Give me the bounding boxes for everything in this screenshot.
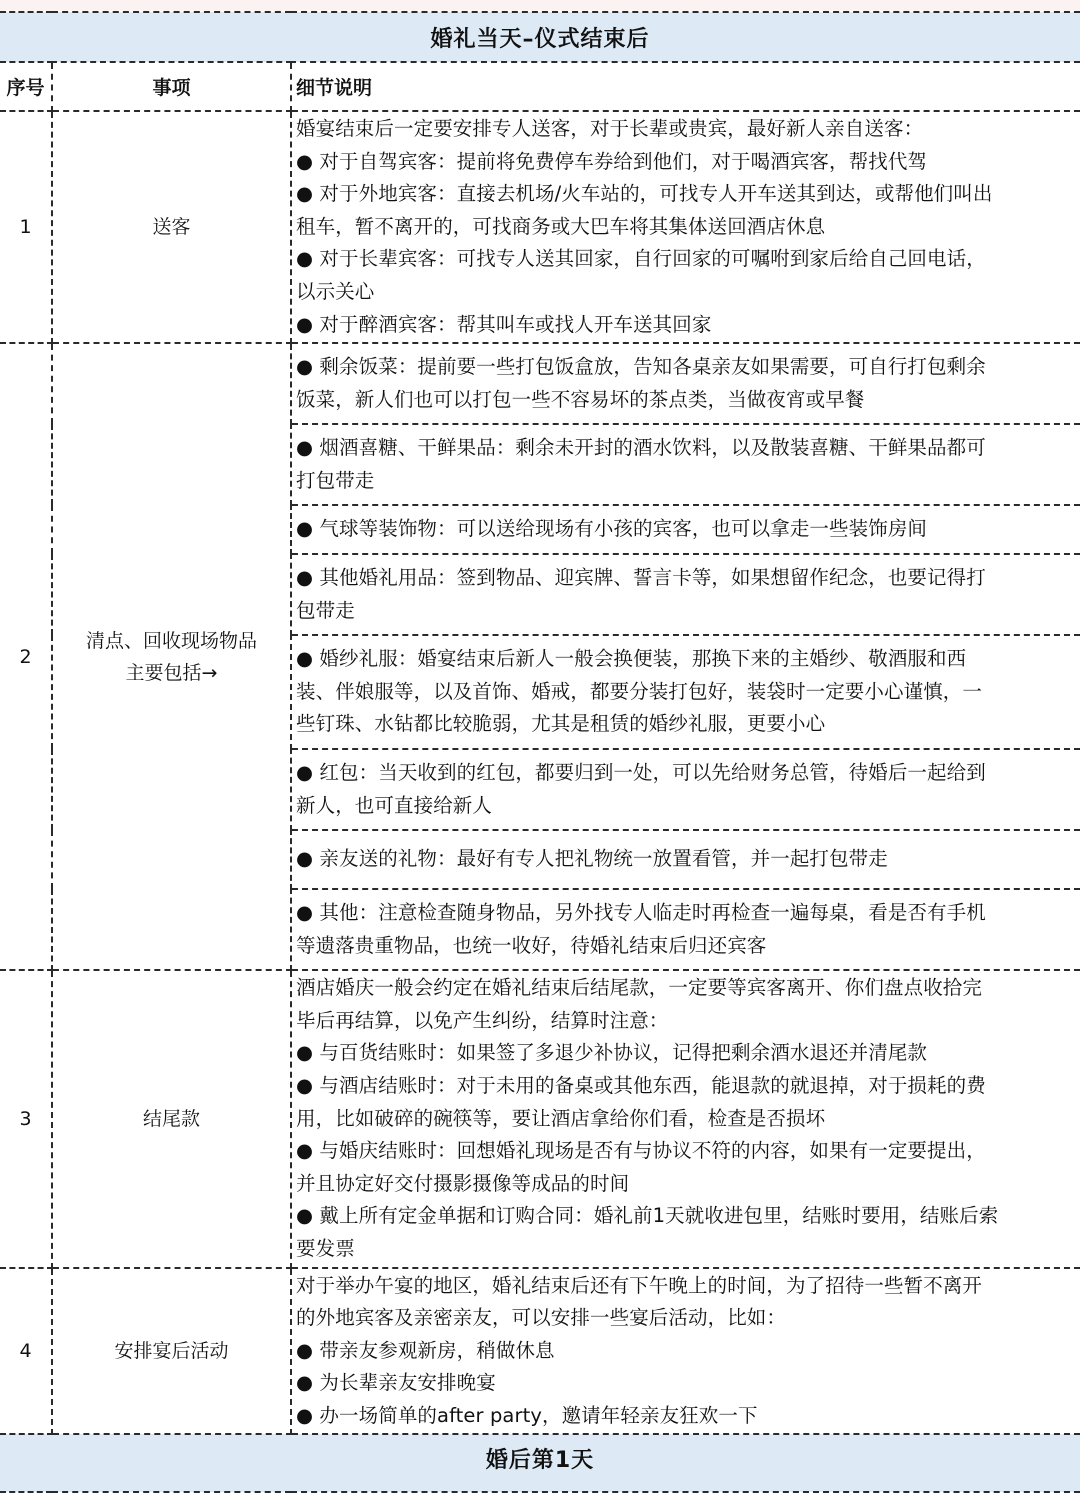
detail-line: 毕后再结算，以免产生纠纷，结算时注意：: [296, 1008, 669, 1032]
table-row: [0, 970, 1080, 1267]
detail-line: 些钉珠、水钻都比较脆弱，尤其是租赁的婚纱礼服，更要小心: [296, 712, 826, 736]
detail-line: 租车，暂不离开的，可找商务或大巴车将其集体送回酒店休息: [296, 214, 826, 238]
detail-line: ● 对于自驾宾客：提前将免费停车券给到他们，对于喝酒宾客，帮找代驾: [296, 149, 928, 173]
item-text: 清点、回收现场物品: [85, 629, 257, 652]
row-item: [52, 1268, 291, 1435]
row-detail: [291, 749, 1080, 830]
row-number: 4: [0, 1268, 52, 1435]
detail-line: ● 烟酒喜糖、干鲜果品：剩余未开封的酒水饮料，以及散装喜糖、干鲜果品都可: [296, 436, 986, 460]
row-detail: [291, 343, 1080, 424]
detail-line: 的外地宾客及亲密亲友，可以安排一些宴后活动，比如：: [296, 1306, 787, 1330]
detail-line: 用，比如破碎的碗筷等，要让酒店拿给你们看，检查是否损坏: [296, 1106, 826, 1130]
section-header-row: [0, 1434, 1080, 1492]
item-text: 送客: [152, 216, 191, 239]
detail-line: 酒店婚庆一般会约定在婚礼结束后结尾款，一定要等宾客离开、你们盘点收拾完: [296, 976, 983, 1000]
detail-line: ● 带亲友参观新房，稍做休息: [296, 1338, 555, 1362]
detail-line: ● 其他：注意检查随身物品，另外找专人临走时再检查一遍每桌，看是否有手机: [296, 901, 986, 925]
header-detail: 细节说明: [291, 62, 1080, 111]
detail-line: 婚宴结束后一定要安排专人送客，对于长辈或贵宾，最好新人亲自送客：: [296, 117, 924, 140]
detail-line: ● 对于醉酒宾客：帮其叫车或找人开车送其回家: [296, 312, 712, 336]
section-title: 婚礼当天–仪式结束后: [0, 12, 1080, 62]
detail-line: ● 与酒店结账时：对于未用的备桌或其他东西，能退款的就退掉，对于损耗的费: [296, 1073, 986, 1097]
detail-line: ● 婚纱礼服：婚宴结束后新人一般会换便装，那换下来的主婚纱、敬酒服和西: [296, 647, 967, 671]
section-title: 婚后第1天: [0, 1434, 1080, 1492]
row-detail: [291, 830, 1080, 889]
detail-line: ● 与婚庆结账时：回想婚礼现场是否有与协议不符的内容，如果有一定要提出，: [296, 1139, 986, 1163]
row-item: [52, 343, 291, 970]
wedding-checklist-table: [0, 11, 1080, 1493]
row-detail: [291, 970, 1080, 1267]
detail-line: ● 为长辈亲友安排晚宴: [296, 1371, 496, 1395]
detail-line: ● 戴上所有定金单据和订购合同：婚礼前1天就收进包里，结账时要用，结账后索: [296, 1204, 999, 1228]
header-num: 序号: [0, 62, 52, 111]
detail-line: 新人，也可直接给新人: [296, 793, 493, 817]
item-text: 结尾款: [142, 1107, 200, 1130]
header-item: 事项: [52, 62, 291, 111]
item-text: 安排宴后活动: [114, 1339, 229, 1362]
row-detail: [291, 111, 1080, 343]
table-row: [0, 111, 1080, 343]
detail-line: 包带走: [296, 598, 355, 622]
detail-line: ● 其他婚礼用品：签到物品、迎宾牌、誓言卡等，如果想留作纪念，也要记得打: [296, 566, 986, 590]
row-number: 2: [0, 343, 52, 970]
detail-line: 并且协定好交付摄影摄像等成品的时间: [296, 1171, 630, 1195]
row-item: [52, 111, 291, 343]
row-detail: [291, 424, 1080, 505]
detail-line: 对于举办午宴的地区，婚礼结束后还有下午晚上的时间，为了招待一些暂不离开: [296, 1273, 983, 1297]
table-sub-row: [0, 343, 1080, 424]
row-detail: [291, 1268, 1080, 1435]
detail-line: 打包带走: [296, 468, 375, 492]
top-strip: [0, 0, 1080, 11]
row-detail: [291, 889, 1080, 970]
detail-line: ● 办一场简单的after party，邀请年轻亲友狂欢一下: [296, 1403, 758, 1427]
detail-line: ● 气球等装饰物：可以送给现场有小孩的宾客，也可以拿走一些装饰房间: [296, 517, 928, 541]
row-detail: [291, 554, 1080, 635]
item-text: 主要包括→: [125, 661, 218, 684]
detail-line: ● 对于外地宾客：直接去机场/火车站的，可找专人开车送其到达，或帮他们叫出: [296, 182, 993, 206]
detail-line: ● 剩余饭菜：提前要一些打包饭盒放，告知各桌亲友如果需要，可自行打包剩余: [296, 355, 986, 379]
detail-line: 饭菜，新人们也可以打包一些不容易坏的茶点类，当做夜宵或早餐: [296, 387, 865, 411]
section-header-row: [0, 12, 1080, 62]
table-row: [0, 1268, 1080, 1435]
row-detail: [291, 505, 1080, 554]
detail-line: 等遗落贵重物品，也统一收好，待婚礼结束后归还宾客: [296, 933, 767, 957]
detail-line: ● 红包：当天收到的红包，都要归到一处，可以先给财务总管，待婚后一起给到: [296, 761, 986, 785]
detail-line: ● 亲友送的礼物：最好有专人把礼物统一放置看管，并一起打包带走: [296, 847, 888, 871]
row-detail: [291, 635, 1080, 749]
detail-line: ● 与百货结账时：如果签了多退少补协议，记得把剩余酒水退还并清尾款: [296, 1041, 928, 1065]
column-header-row: [0, 62, 1080, 111]
row-number: 1: [0, 111, 52, 343]
detail-line: 装、伴娘服等，以及首饰、婚戒，都要分装打包好，装袋时一定要小心谨慎，一: [296, 679, 983, 703]
row-item: [52, 970, 291, 1267]
detail-line: 要发票: [296, 1236, 355, 1260]
detail-line: ● 对于长辈宾客：可找专人送其回家，自行回家的可嘱咐到家后给自己回电话，: [296, 247, 986, 271]
detail-line: 以示关心: [296, 279, 375, 303]
row-number: 3: [0, 970, 52, 1267]
